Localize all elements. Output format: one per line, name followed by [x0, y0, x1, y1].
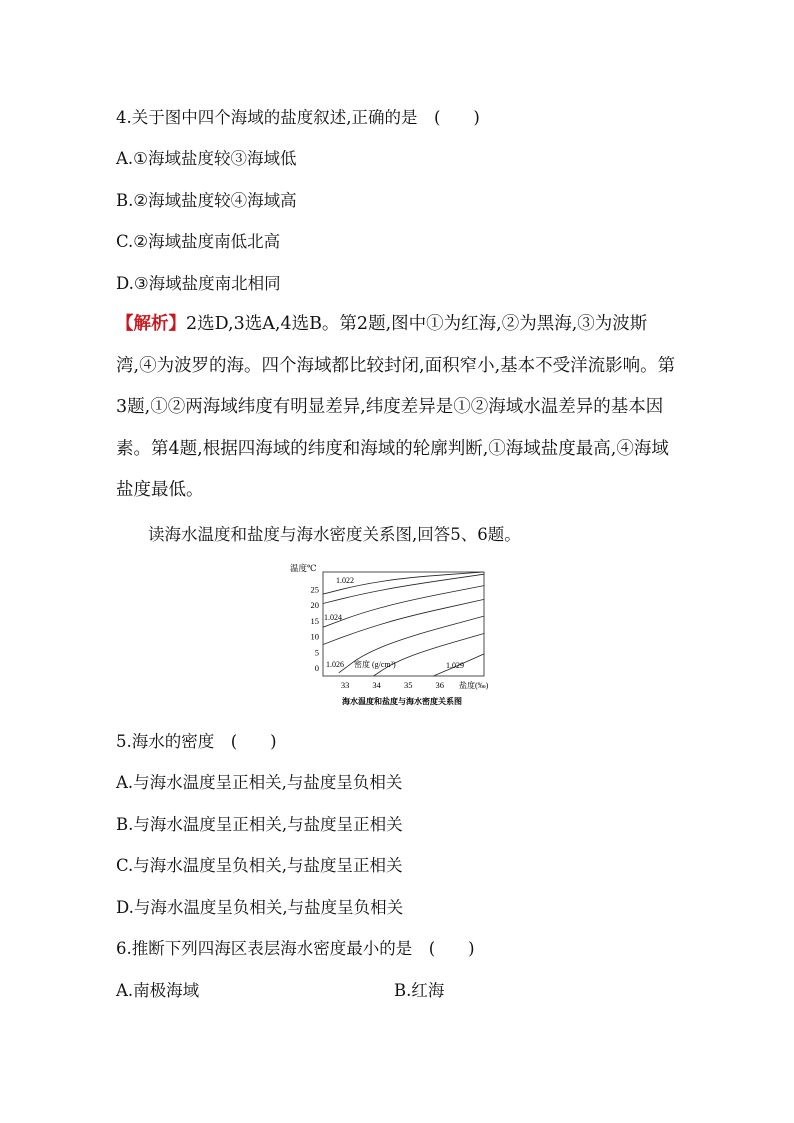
intro-text: 读海水温度和盐度与海水密度关系图,回答5、6题。 — [148, 525, 521, 544]
isopycnal-line-3 — [323, 586, 484, 628]
question-5-stem: 5.海水的密度 ( ) — [116, 732, 277, 751]
question-4-stem: 4.关于图中四个海域的盐度叙述,正确的是 ( ) — [116, 108, 480, 127]
question-4-option-a: A.①海域盐度较③海域低 — [116, 149, 297, 168]
y-tick-label-15: 15 — [310, 615, 319, 626]
question-6-option-b: B.红海 — [394, 981, 445, 1000]
x-axis-label: 盐度(‰) — [459, 681, 489, 690]
x-tick-label-33: 33 — [340, 680, 350, 690]
y-axis-label: 温度℃ — [290, 563, 317, 573]
density-unit-label: 密度 (g/cm³) — [354, 660, 396, 669]
isopycnal-label-1: 1.022 — [336, 576, 354, 585]
question-5-option-b: B.与海水温度呈正相关,与盐度呈正相关 — [116, 815, 403, 834]
question-5-option-c: C.与海水温度呈负相关,与盐度呈正相关 — [116, 856, 403, 875]
question-6-option-a: A.南极海域 — [116, 981, 200, 1000]
density-chart-svg — [286, 560, 518, 710]
analysis-text: 2选D,3选A,4选B。第2题,图中①为红海,②为黑海,③为波斯湾,④为波罗的海。四个海域都比较封闭,面积窄小,基本不受洋流影响。第3题,①②两海域纬度有明显差异,纬度差异是①②海域水温差异的基本因素。第4题,根据四海域的纬度和海域的轮廓判断,①海域盐度最高,④海域盐度最低。 — [116, 314, 676, 500]
isopycnal-line-4 — [323, 599, 484, 644]
question-5-option-a: A.与海水温度呈正相关,与盐度呈负相关 — [116, 773, 403, 792]
question-4-option-d: D.③海域盐度南北相同 — [116, 274, 281, 293]
question-4-option-c: C.②海域盐度南低北高 — [116, 232, 281, 251]
question-4-option-b: B.②海域盐度较④海域高 — [116, 191, 297, 210]
chart-title: 海水温度和盐度与海水密度关系图 — [342, 697, 462, 706]
isopycnal-line-6 — [374, 634, 485, 677]
question-5-option-d: D.与海水温度呈负相关,与盐度呈负相关 — [116, 898, 404, 917]
analysis-paragraph — [116, 304, 686, 512]
analysis-tag: 【解析】 — [116, 314, 186, 334]
y-tick-label-10: 10 — [310, 631, 319, 642]
isopycnal-label-6: 1.026 — [326, 660, 344, 669]
x-tick-label-34: 34 — [372, 680, 381, 690]
question-6-stem: 6.推断下列四海区表层海水密度最小的是 ( ) — [116, 939, 475, 958]
density-chart — [286, 560, 518, 710]
y-tick-label-0: 0 — [314, 663, 319, 674]
x-tick-label-35: 35 — [403, 680, 413, 690]
y-tick-label-25: 25 — [310, 584, 319, 595]
isopycnal-label-7: 1.029 — [446, 661, 464, 670]
isopycnal-label-3: 1.024 — [324, 613, 342, 622]
y-tick-label-20: 20 — [310, 600, 319, 611]
y-tick-label-5: 5 — [314, 647, 319, 658]
x-tick-label-36: 36 — [435, 680, 445, 690]
